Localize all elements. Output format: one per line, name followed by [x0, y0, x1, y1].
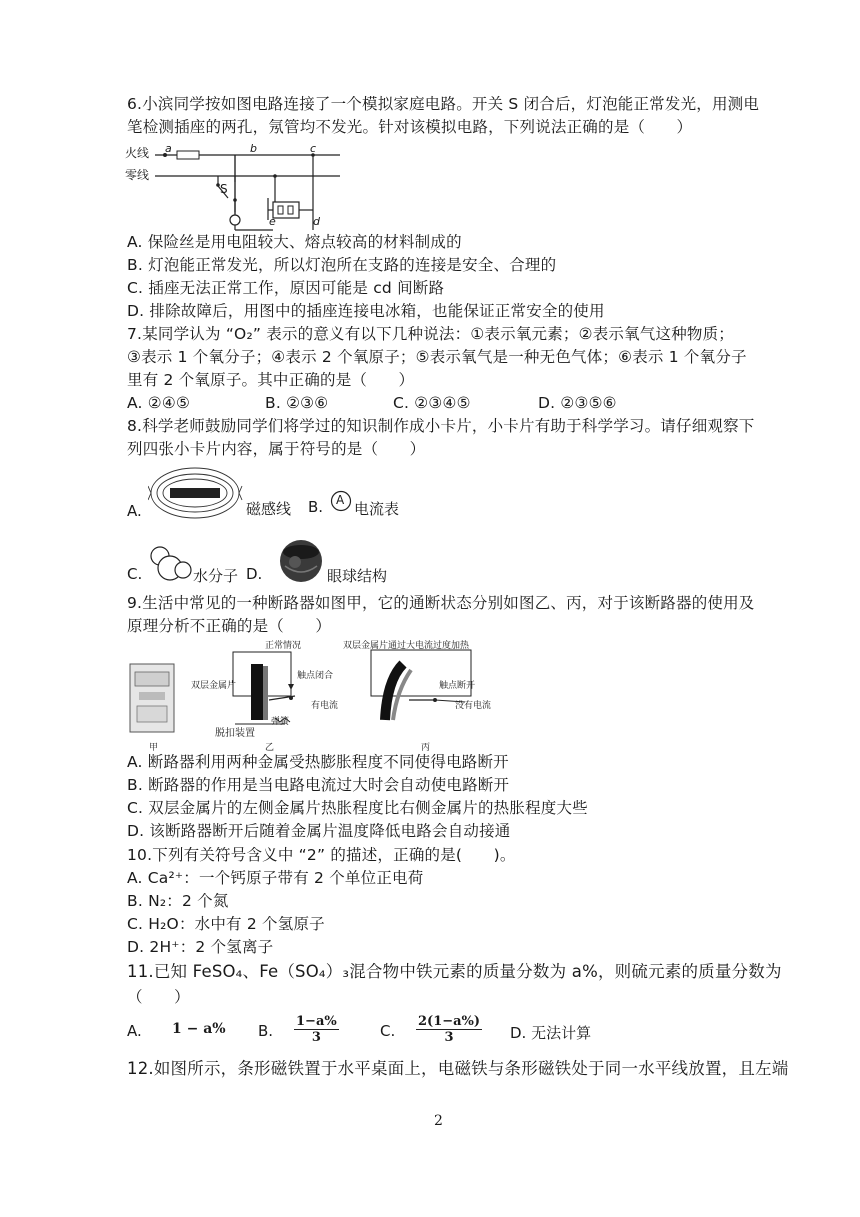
q9-stem-line2: 原理分析不正确的是（ ）: [127, 617, 332, 635]
magnetic-field-lines-image: [148, 466, 243, 520]
q11-stem-line2: （ ）: [127, 988, 190, 1006]
q10-option-b: B. N₂：2 个氮: [127, 892, 229, 910]
label-figure-yi: 乙: [265, 743, 275, 753]
q9-option-b: B. 断路器的作用是当电路电流过大时会自动使电路断开: [127, 776, 510, 794]
q12-stem: 12.如图所示，条形磁铁置于水平桌面上，电磁铁与条形磁铁处于同一水平线放置，且左端: [127, 1059, 789, 1078]
q6-option-b: B. 灯泡能正常发光，所以灯泡所在支路的连接是安全、合理的: [127, 256, 557, 274]
q11-option-b-fraction: [294, 1014, 339, 1045]
q11-option-c-letter: C.: [380, 1022, 396, 1040]
q9-stem-line1: 9.生活中常见的一种断路器如图甲，它的通断状态分别如图乙、丙，对于该断路器的使用及: [127, 594, 755, 612]
q11-option-a-letter: A.: [127, 1022, 142, 1040]
q6-option-c: C. 插座无法正常工作，原因可能是 cd 间断路: [127, 279, 445, 297]
q8-option-a-letter: A.: [127, 502, 142, 520]
neutral-wire-label: 零线: [125, 168, 150, 182]
label-figure-jia: 甲: [149, 743, 159, 753]
label-spring: 弹簧: [271, 717, 290, 727]
q8-stem-line2: 列四张小卡片内容，属于符号的是（ ）: [127, 440, 426, 458]
label-overheated-bimetal: 双层金属片通过大电流过度加热: [343, 641, 470, 651]
q11-option-b-letter: B.: [258, 1022, 274, 1040]
ammeter-symbol: [330, 490, 352, 512]
label-trip-device: 脱扣装置: [215, 728, 255, 739]
switch-s-label: S: [220, 182, 228, 196]
point-e-label: e: [269, 215, 276, 228]
q9-option-a: A. 断路器利用两种金属受热膨胀程度不同使得电路断开: [127, 753, 509, 771]
q10-option-c: C. H₂O：水中有 2 个氢原子: [127, 915, 325, 933]
q8-option-a-text: 磁感线: [246, 500, 292, 518]
q8-stem-line1: 8.科学老师鼓励同学们将学过的知识制作成小卡片，小卡片有助于科学学习。请仔细观察下: [127, 417, 755, 435]
label-contact-closed: 触点闭合: [297, 671, 334, 681]
q8-option-c-letter: C.: [127, 565, 143, 583]
q7-stem-line3: 里有 2 个氧原子。其中正确的是（ ）: [127, 371, 415, 389]
q9-circuit-breaker-figure: [125, 640, 505, 752]
point-a-label: a: [165, 142, 172, 155]
q9-option-d: D. 该断路器断开后随着金属片温度降低电路会自动接通: [127, 822, 511, 840]
q6-option-d: D. 排除故障后，用图中的插座连接电冰箱，也能保证正常安全的使用: [127, 302, 605, 320]
q11-option-b-denominator: 3: [311, 1030, 321, 1045]
water-molecule-model: [148, 543, 192, 583]
q6-circuit-diagram: [125, 142, 350, 232]
q6-option-a: A. 保险丝是用电阻较大、熔点较高的材料制成的: [127, 233, 462, 251]
label-has-current: 有电流: [311, 701, 339, 711]
point-d-label: d: [313, 215, 320, 228]
q10-stem: 10.下列有关符号含义中 “2” 的描述，正确的是( )。: [127, 846, 516, 864]
q7-stem-line1: 7.某同学认为 “O₂” 表示的意义有以下几种说法：①表示氧元素；②表示氧气这种物质；: [127, 325, 735, 343]
eyeball-structure-image: [275, 536, 325, 584]
q7-stem-line2: ③表示 1 个氧分子；④表示 2 个氧原子；⑤表示氧气是一种无色气体；⑥表示 1 个氧分子: [127, 348, 747, 366]
label-bimetal-strip: 双层金属片: [191, 681, 237, 691]
q7-option-d: D. ②③⑤⑥: [538, 394, 617, 412]
q11-option-c-fraction: [416, 1014, 482, 1045]
label-contact-open: 触点断开: [439, 681, 476, 691]
q8-option-b-letter: B.: [308, 498, 324, 516]
q6-stem-line1: 6.小滨同学按如图电路连接了一个模拟家庭电路。开关 S 闭合后，灯泡能正常发光，用测电: [127, 95, 760, 113]
q11-option-d: D. 无法计算: [510, 1024, 592, 1042]
point-c-label: c: [310, 142, 317, 155]
q11-option-a-expression: 1 − a%: [172, 1021, 226, 1037]
q8-option-b-text: 电流表: [354, 500, 400, 518]
point-b-label: b: [250, 142, 257, 155]
q10-option-a: A. Ca²⁺：一个钙原子带有 2 个单位正电荷: [127, 869, 424, 887]
q7-option-b: B. ②③⑥: [265, 394, 329, 412]
q11-stem-line1: 11.已知 FeSO₄、Fe（SO₄）₃混合物中铁元素的质量分数为 a%，则硫元素的质量分数为: [127, 962, 782, 981]
live-wire-label: 火线: [125, 146, 150, 160]
q11-option-c-numerator: 2(1−a%): [418, 1014, 481, 1029]
q8-option-d-letter: D.: [246, 565, 263, 583]
q7-option-a: A. ②④⑤: [127, 394, 191, 412]
q9-option-c: C. 双层金属片的左侧金属片热胀程度比右侧金属片的热胀程度大些: [127, 799, 588, 817]
q11-option-c-denominator: 3: [444, 1030, 454, 1045]
label-no-current: 没有电流: [455, 701, 492, 711]
q8-option-d-text: 眼球结构: [327, 567, 388, 585]
label-normal-state: 正常情况: [265, 641, 302, 651]
q8-option-c-text: 水分子: [193, 567, 239, 585]
breaker-photo: [130, 664, 174, 732]
q10-option-d: D. 2H⁺：2 个氢离子: [127, 938, 274, 956]
page-number: 2: [434, 1113, 443, 1129]
q6-stem-line2: 笔检测插座的两孔，氖管均不发光。针对该模拟电路，下列说法正确的是（ ）: [127, 118, 693, 136]
label-figure-bing: 丙: [421, 743, 431, 753]
q7-option-c: C. ②③④⑤: [393, 394, 471, 412]
ammeter-symbol-letter: A: [336, 493, 345, 507]
q11-option-b-numerator: 1−a%: [296, 1014, 337, 1029]
